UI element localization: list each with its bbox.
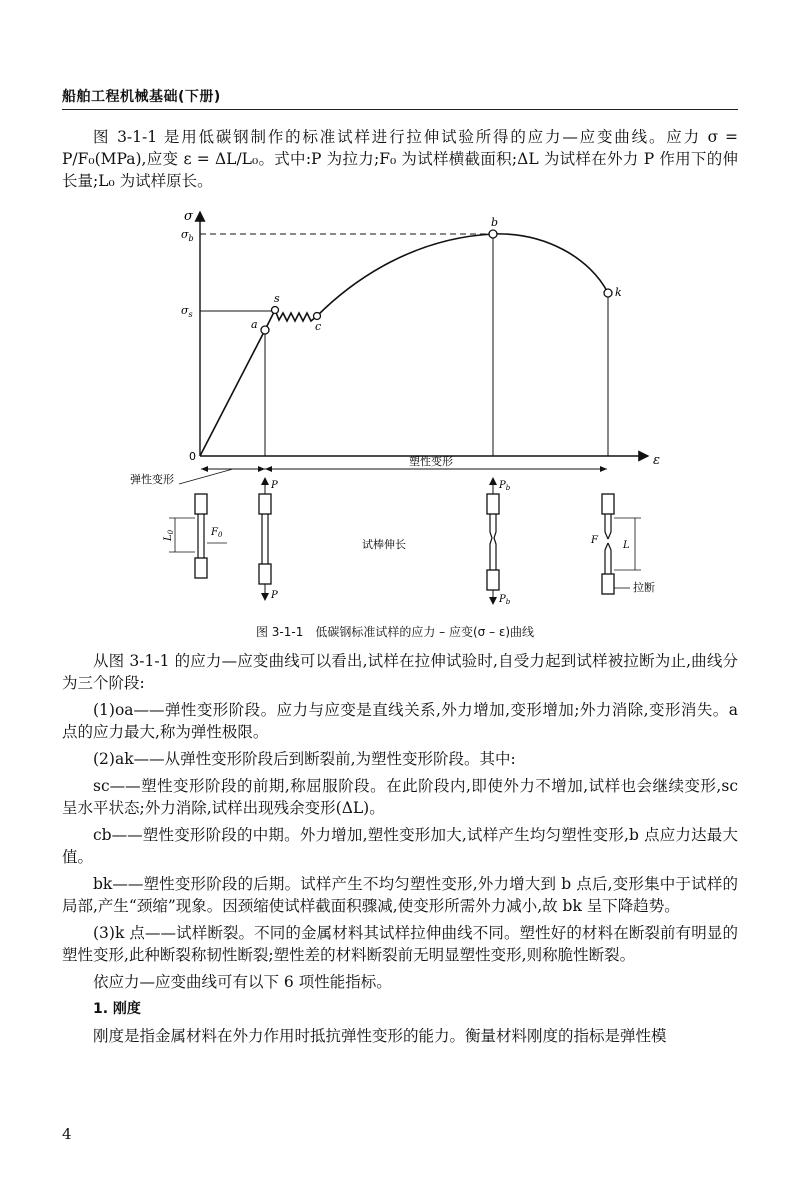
running-header: 船舶工程机械基础(下册): [62, 89, 221, 105]
force-p-bottom-label: P: [271, 590, 278, 601]
point-c-label: c: [315, 320, 322, 333]
plastic-label: 塑性变形: [409, 455, 453, 468]
origin-label: 0: [189, 450, 196, 463]
figure-caption: 图 3-1-1 低碳钢标准试样的应力 – 应变(σ – ε)曲线: [255, 625, 535, 639]
force-pb-bottom-label: $P_b$: [499, 594, 511, 606]
page-number: 4: [62, 1125, 72, 1143]
point-b-marker: [489, 230, 497, 238]
l-label: L: [623, 540, 630, 551]
specimen-fractured: [590, 494, 655, 594]
specimen-elastic: [259, 478, 278, 601]
point-a-marker: [261, 326, 269, 334]
main-text: [62, 650, 738, 1047]
sigma-s-label: $\sigma_s$: [181, 304, 193, 319]
paragraph-stage-2: (2)ak——从弹性变形阶段后到断裂前,为塑性变形阶段。其中:: [93, 750, 516, 768]
paragraph-stiffness: 刚度是指金属材料在外力作用时抵抗弹性变形的能力。衡量材料刚度的指标是弹性模: [93, 1027, 667, 1045]
paragraph-stages-intro: 从图 3-1-1 的应力—应变曲线可以看出,试样在拉伸试验时,自受力起到试样被拉断为止,曲线分为三个阶段:: [62, 652, 738, 692]
specimen-stretch-label: 试棒伸长: [362, 538, 406, 551]
point-s-marker: [272, 307, 279, 314]
stress-strain-diagram: [115, 198, 675, 616]
intro-paragraph: 图 3-1-1 是用低碳钢制作的标准试样进行拉伸试验所得的应力—应变曲线。应力 σ = P/F₀(MPa),应变 ε = ΔL/L₀。式中:P 为拉力;F₀ 为试样横截面积;ΔL 为试样在外力 P 作用下的伸长量;L₀ 为试样原长。: [62, 128, 738, 190]
paragraph-bk: bk——塑性变形阶段的后期。试样产生不均匀塑性变形,外力增大到 b 点后,变形集中于试样的局部,产生“颈缩”现象。因颈缩使试样截面积骤减,使变形所需外力减小,故 bk 呈下降趋势。: [62, 875, 738, 915]
specimen-original: [163, 494, 227, 578]
elastic-leader: [179, 469, 233, 484]
fracture-label: 拉断: [633, 581, 655, 594]
section-heading: 1. 刚度: [93, 1001, 141, 1017]
point-s-label: s: [274, 292, 280, 305]
specimen-necking: [487, 478, 511, 606]
l0-label: $L_0$: [163, 529, 175, 541]
f0-label: $F_0$: [211, 527, 223, 539]
paragraph-cb: cb——塑性变形阶段的中期。外力增加,塑性变形加大,试样产生均匀塑性变形,b 点应力达最大值。: [62, 826, 738, 866]
sigma-b-label: $\sigma_b$: [181, 228, 194, 243]
stress-strain-curve: [200, 234, 608, 456]
header-rule: [62, 109, 738, 110]
paragraph-stage-3: (3)k 点——试样断裂。不同的金属材料其试样拉伸曲线不同。塑性好的材料在断裂前有明显的塑性变形,此种断裂称韧性断裂;塑性差的材料断裂前无明显塑性变形,则称脆性断裂。: [62, 924, 738, 964]
point-b-label: b: [491, 216, 499, 229]
paragraph-sc: sc——塑性变形阶段的前期,称屈服阶段。在此阶段内,即使外力不增加,试样也会继续变形,sc 呈水平状态;外力消除,试样出现残余变形(ΔL)。: [62, 777, 738, 817]
force-pb-top-label: $P_b$: [499, 480, 511, 492]
y-axis-label: σ: [184, 209, 193, 224]
force-p-top-label: P: [271, 480, 278, 491]
point-a-label: a: [251, 318, 258, 331]
point-k-marker: [604, 289, 612, 297]
x-axis-label: ε: [653, 453, 660, 468]
intro-block: [62, 126, 738, 192]
paragraph-indicators: 依应力—应变曲线可有以下 6 项性能指标。: [93, 973, 392, 991]
elastic-label: 弹性变形: [130, 473, 174, 486]
stress-strain-figure: [115, 198, 675, 620]
paragraph-stage-1: (1)oa——弹性变形阶段。应力与应变是直线关系,外力增加,变形增加;外力消除,变形消失。a 点的应力最大,称为弹性极限。: [62, 701, 738, 741]
point-c-marker: [314, 313, 321, 320]
f-label: F: [591, 535, 598, 546]
point-k-label: k: [615, 286, 622, 299]
